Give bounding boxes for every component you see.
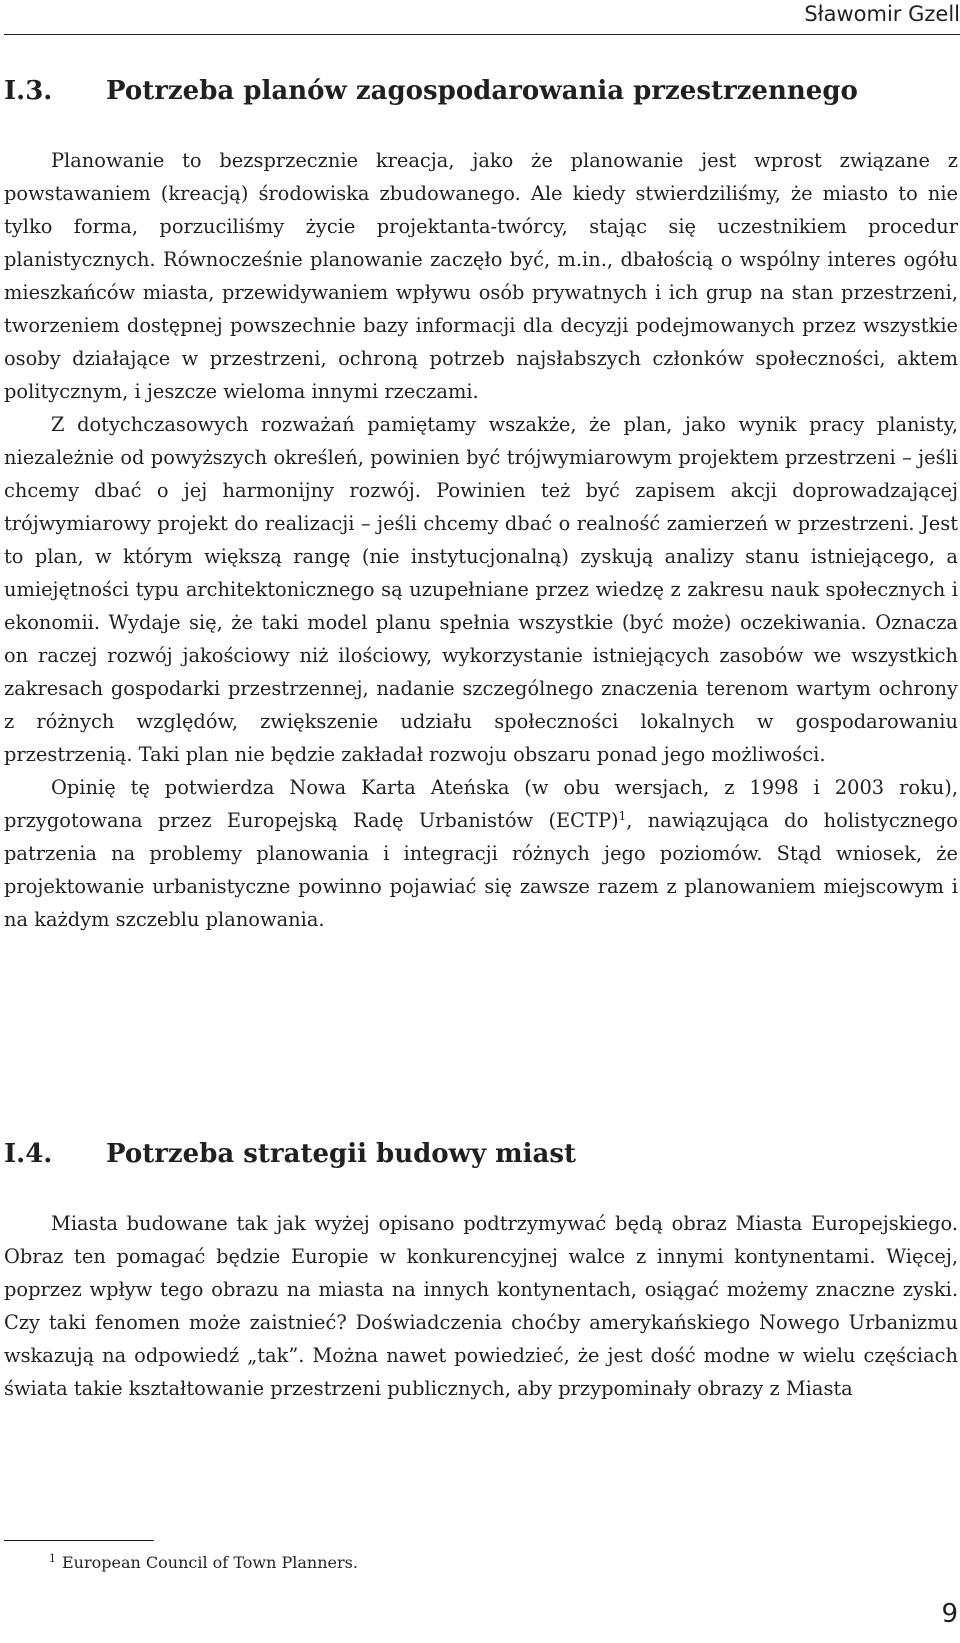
footnote-mark: 1 [49,1552,56,1565]
running-head-author: Sławomir Gzell [804,2,960,26]
body-paragraph-text: Z dotychczasowych rozważań pamiętamy wszakże, że plan, jako wynik pracy planisty, niezależnie od powyższych określeń, powinien być trójwymiarowym projektem przestrzeni – jeśli chcemy dbać o jej harmonijny rozwój. Powinien też być zapisem akcji doprowadzającej trójwymiarowy projekt do realizacji – jeśli chcemy dbać o realność zamierzeń w przestrzeni. Jest to plan, w którym większą rangę (nie instytucjonalną) zyskują analizy stanu istniejącego, a umiejętności typu architektonicznego są uzupełniane przez wiedzę z zakresu nauk społecznych i ekonomii. Wydaje się, że taki model planu spełnia wszystkie (być może) oczekiwania. Oznacza on raczej rozwój jakościowy niż ilościowy, wykorzystanie istniejących zasobów we wszystkich zakresach gospodarki przestrzennej, nadanie szczególnego znaczenia terenom wartym ochrony z różnych względów, zwiększenie udziału społeczności lokalnych w gospodarowaniu przestrzenią. Taki plan nie będzie zakładał rozwoju obszaru ponad jego możliwości. [4,413,958,766]
header-rule [4,34,960,35]
section-number: I.4. [4,1139,53,1169]
footnote-text: European Council of Town Planners. [62,1553,358,1572]
footnote-rule [4,1540,154,1541]
page-number: 9 [941,1599,958,1629]
body-paragraph: Planowanie to bezsprzecznie kreacja, jako że planowanie jest wprost związane z powstawaniem (kreacją) środowiska zbudowanego. Ale kiedy stwierdziliśmy, że miasto to nie tylko forma, porzuciliśmy życie projektanta-twórcy, stając się uczestnikiem procedur planistycznych. Równocześnie planowanie zaczęło być, m.in., dbałością o wspólny interes ogółu mieszkańców miasta, przewidywaniem wpływu osób prywatnych i ich grup na stan przestrzeni, tworzeniem dostępnej powszechnie bazy informacji dla decyzji podejmowanych przez wszystkie osoby działające w przestrzeni, ochroną potrzeb najsłabszych członków społeczności, aktem politycznym, i jeszcze wieloma innymi rzeczami. [4,149,958,403]
body-paragraph-text: Opinię tę potwierdza Nowa Karta Ateńska (w obu wersjach, z 1998 i 2003 roku), przygotowana przez Europejską Radę Urbanistów (ECTP) [4,776,958,832]
footnote [49,1547,358,1575]
body-paragraph [4,771,958,936]
section-title: Potrzeba planów zagospodarowania przestrzennego [106,76,858,106]
section-body-i3 [4,144,958,936]
body-paragraph: Miasta budowane tak jak wyżej opisano podtrzymywać będą obraz Miasta Europejskiego. Obraz ten pomagać będzie Europie w konkurencyjnej walce z innymi kontynentami. Więcej, poprzez wpływ tego obrazu na miasta na innych kontynentach, osiągać możemy znaczne zyski. Czy taki fenomen może zaistnieć? Doświadczenia choćby amerykańskiego Nowego Urbanizmu wskazują na odpowiedź „tak”. Można nawet powiedzieć, że jest dość modne w wielu częściach świata takie kształtowanie przestrzeni publicznych, aby przypominały obrazy z Miasta [4,1212,958,1400]
footnote-reference: 1 [618,809,627,823]
section-heading-i4 [4,1136,576,1172]
body-paragraph-text: , nawiązująca do holistycznego patrzenia na problemy planowania i integracji różnych jego poziomów. Stąd wniosek, że projektowanie urbanistyczne powinno pojawiać się zawsze razem z planowaniem miejscowym i na każdym szczeblu planowania. [4,809,958,931]
section-heading-i3 [4,73,858,109]
body-paragraph [4,408,958,771]
section-body-i4 [4,1207,958,1405]
section-title: Potrzeba strategii budowy miast [106,1139,577,1169]
section-number: I.3. [4,76,53,106]
